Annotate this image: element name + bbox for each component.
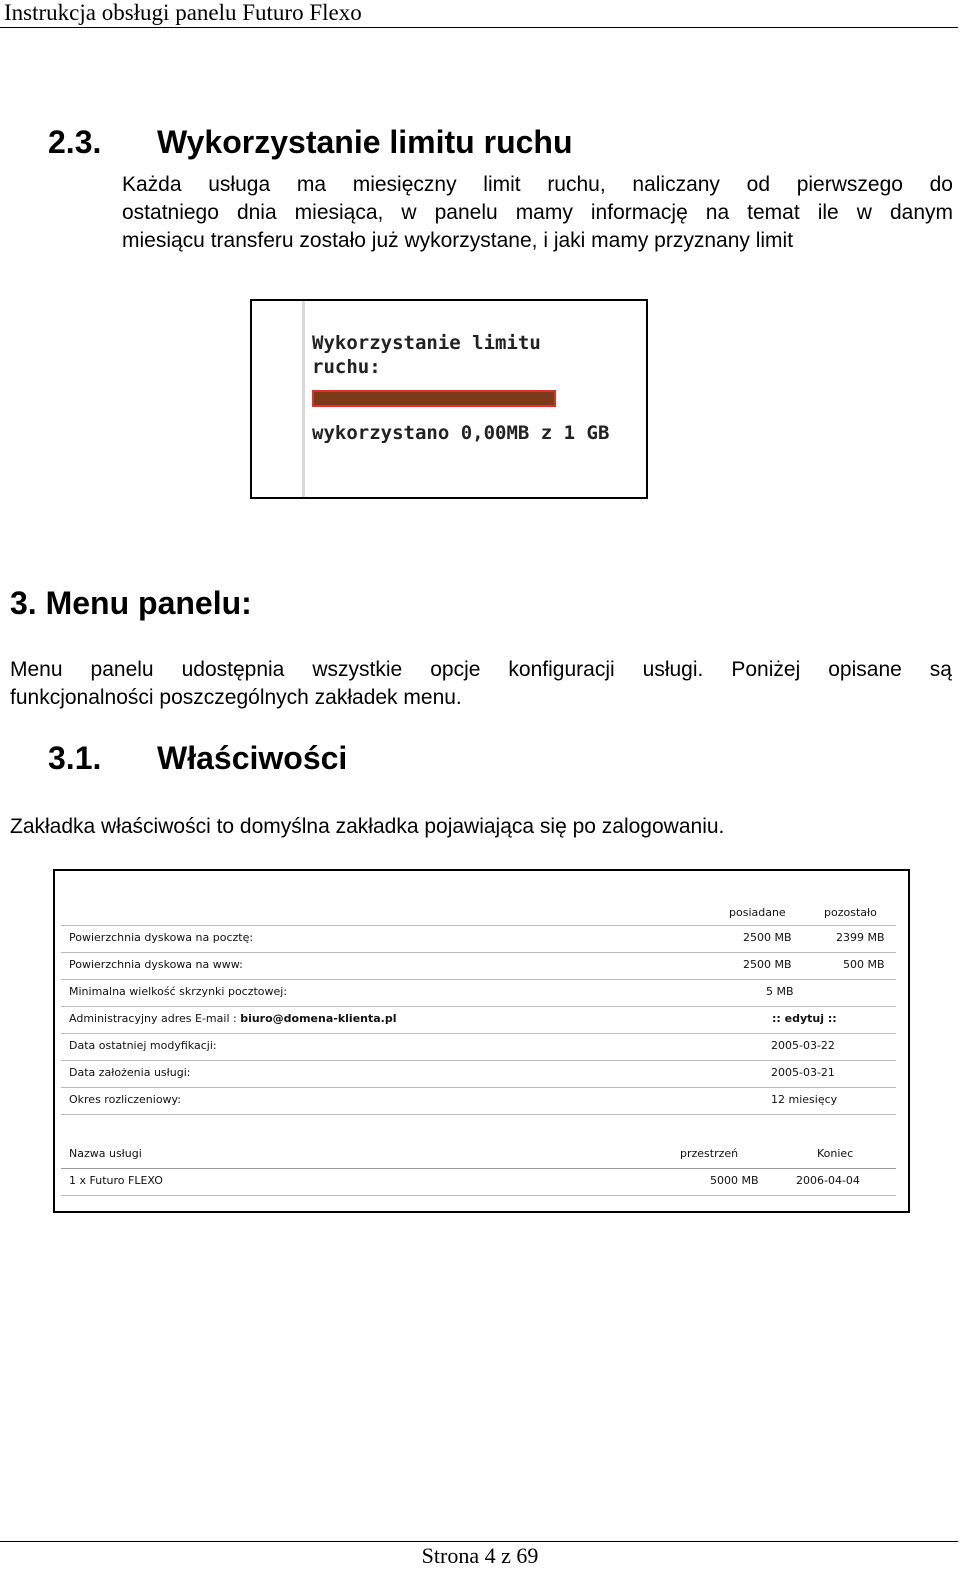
column-header: Koniec — [817, 1147, 854, 1160]
properties-screenshot — [53, 869, 910, 1213]
row-label: Data ostatniej modyfikacji: — [69, 1039, 217, 1052]
row-value: 2500 MB — [743, 931, 792, 944]
menu-paragraph — [10, 656, 952, 712]
usage-progress-bar — [312, 390, 556, 407]
column-header: przestrzeń — [680, 1147, 739, 1160]
row-label: Data założenia usługi: — [69, 1066, 191, 1079]
row-label: Powierzchnia dyskowa na www: — [69, 958, 243, 971]
header-rule — [61, 898, 896, 926]
subsection-number: 3.1. — [48, 740, 102, 776]
service-space: 5000 MB — [710, 1174, 759, 1187]
subsection-title: Właściwości — [157, 740, 348, 776]
service-header-row — [61, 1141, 896, 1169]
table-row — [61, 1060, 896, 1088]
page-number: Strona 4 z 69 — [421, 1543, 539, 1568]
row-label: Powierzchnia dyskowa na pocztę: — [69, 931, 254, 944]
menu-section-title: 3. Menu panelu: — [10, 585, 252, 621]
row-value: 5 MB — [766, 985, 794, 998]
footer-rule — [0, 1541, 958, 1542]
row-value: 2005-03-22 — [771, 1039, 835, 1052]
row-value: 2005-03-21 — [771, 1066, 835, 1079]
table-row — [61, 1087, 896, 1115]
section-paragraph — [122, 171, 953, 255]
paragraph-line: funkcjonalności poszczególnych zakładek menu. — [10, 686, 462, 709]
admin-email: biuro@domena-klienta.pl — [240, 1012, 397, 1025]
row-label — [69, 1012, 397, 1025]
paragraph-line: Każda usługa ma miesięczny limit ruchu, naliczany od pierwszego do — [122, 173, 953, 196]
table-row — [61, 979, 896, 1007]
row-label-text: Administracyjny adres E-mail : — [69, 1012, 237, 1025]
table-row — [61, 925, 896, 953]
row-label: Okres rozliczeniowy: — [69, 1093, 181, 1106]
limit-heading: Wykorzystanie limitu — [312, 332, 541, 354]
row-value: 2399 MB — [836, 931, 885, 944]
table-row — [61, 1033, 896, 1061]
divider — [302, 301, 305, 497]
column-header: Nazwa usługi — [69, 1147, 142, 1160]
column-header: posiadane — [729, 906, 786, 919]
properties-paragraph: Zakładka właściwości to domyślna zakładka pojawiająca się po zalogowaniu. — [10, 815, 725, 838]
column-header: pozostało — [824, 906, 877, 919]
row-value: 12 miesięcy — [771, 1093, 838, 1106]
table-row — [61, 952, 896, 980]
row-label: Minimalna wielkość skrzynki pocztowej: — [69, 985, 288, 998]
paragraph-line: miesiącu transferu zostało już wykorzystane, i jaki mamy przyznany limit — [122, 229, 794, 252]
usage-text: wykorzystano 0,00MB z 1 GB — [312, 422, 610, 444]
row-value: 500 MB — [843, 958, 885, 971]
section-number: 2.3. — [48, 124, 102, 160]
page-header-title: Instrukcja obsługi panelu Futuro Flexo — [4, 0, 362, 25]
header-rule — [0, 27, 958, 28]
service-name: 1 x Futuro FLEXO — [69, 1174, 163, 1187]
traffic-limit-screenshot — [250, 299, 648, 499]
limit-heading: ruchu: — [312, 356, 381, 378]
service-row — [61, 1168, 896, 1196]
section-title: Wykorzystanie limitu ruchu — [157, 124, 573, 160]
paragraph-line: ostatniego dnia miesiąca, w panelu mamy informację na temat ile w danym — [122, 201, 953, 224]
row-value: 2500 MB — [743, 958, 792, 971]
edit-email-link[interactable]: :: edytuj :: — [772, 1012, 837, 1025]
paragraph-line: Menu panelu udostępnia wszystkie opcje konfiguracji usługi. Poniżej opisane są — [10, 658, 952, 681]
table-row — [61, 1006, 896, 1034]
service-end-date: 2006-04-04 — [796, 1174, 860, 1187]
